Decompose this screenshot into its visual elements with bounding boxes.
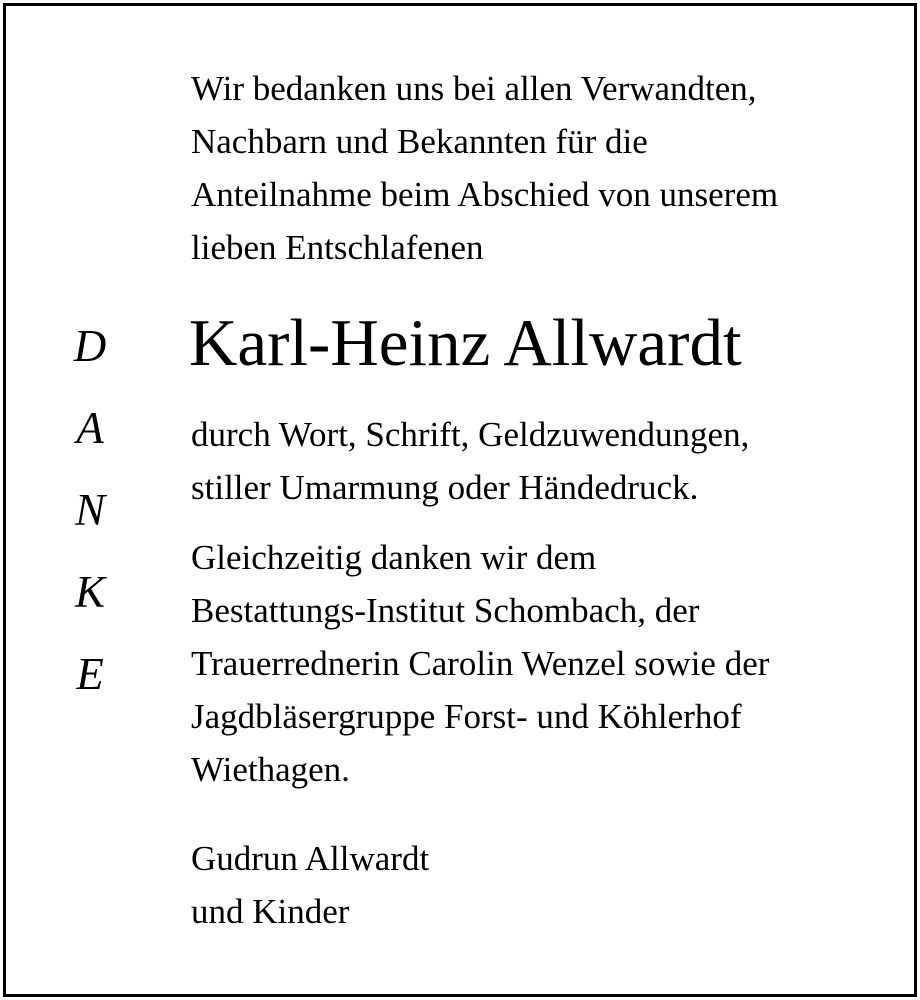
signature (191, 832, 881, 938)
danke-letter: E (76, 649, 104, 699)
intro-line: lieben Entschlafenen (191, 228, 484, 267)
additional-thanks-line: Bestattungs-Institut Schombach, der (191, 591, 700, 630)
additional-thanks-line: Wiethagen. (191, 750, 350, 789)
signature-line: Gudrun Allwardt (191, 839, 430, 878)
danke-letter: K (74, 567, 105, 617)
danke-letter: D (73, 321, 107, 371)
additional-thanks-line: Jagdbläsergruppe Forst- und Köhlerhof (191, 697, 742, 736)
intro-line: Anteilnahme beim Abschied von unserem (191, 175, 779, 214)
danke-letter: A (76, 403, 104, 453)
additional-thanks-paragraph (191, 531, 881, 796)
intro-line: Nachbarn und Bekannten für die (191, 122, 648, 161)
deceased-name: Karl-Heinz Allwardt (189, 306, 742, 380)
intro-paragraph (191, 62, 881, 274)
additional-thanks-line: Gleichzeitig danken wir dem (191, 538, 597, 577)
intro-line: Wir bedanken uns bei allen Verwandten, (191, 69, 757, 108)
thanks-line: durch Wort, Schrift, Geldzuwendungen, (191, 415, 750, 454)
additional-thanks-line: Trauerrednerin Carolin Wenzel sowie der (191, 644, 770, 683)
thanks-paragraph (191, 408, 881, 514)
danke-letter: N (74, 485, 105, 535)
danke-vertical-word (62, 305, 118, 715)
signature-line: und Kinder (191, 892, 350, 931)
thanks-line: stiller Umarmung oder Händedruck. (191, 468, 699, 507)
